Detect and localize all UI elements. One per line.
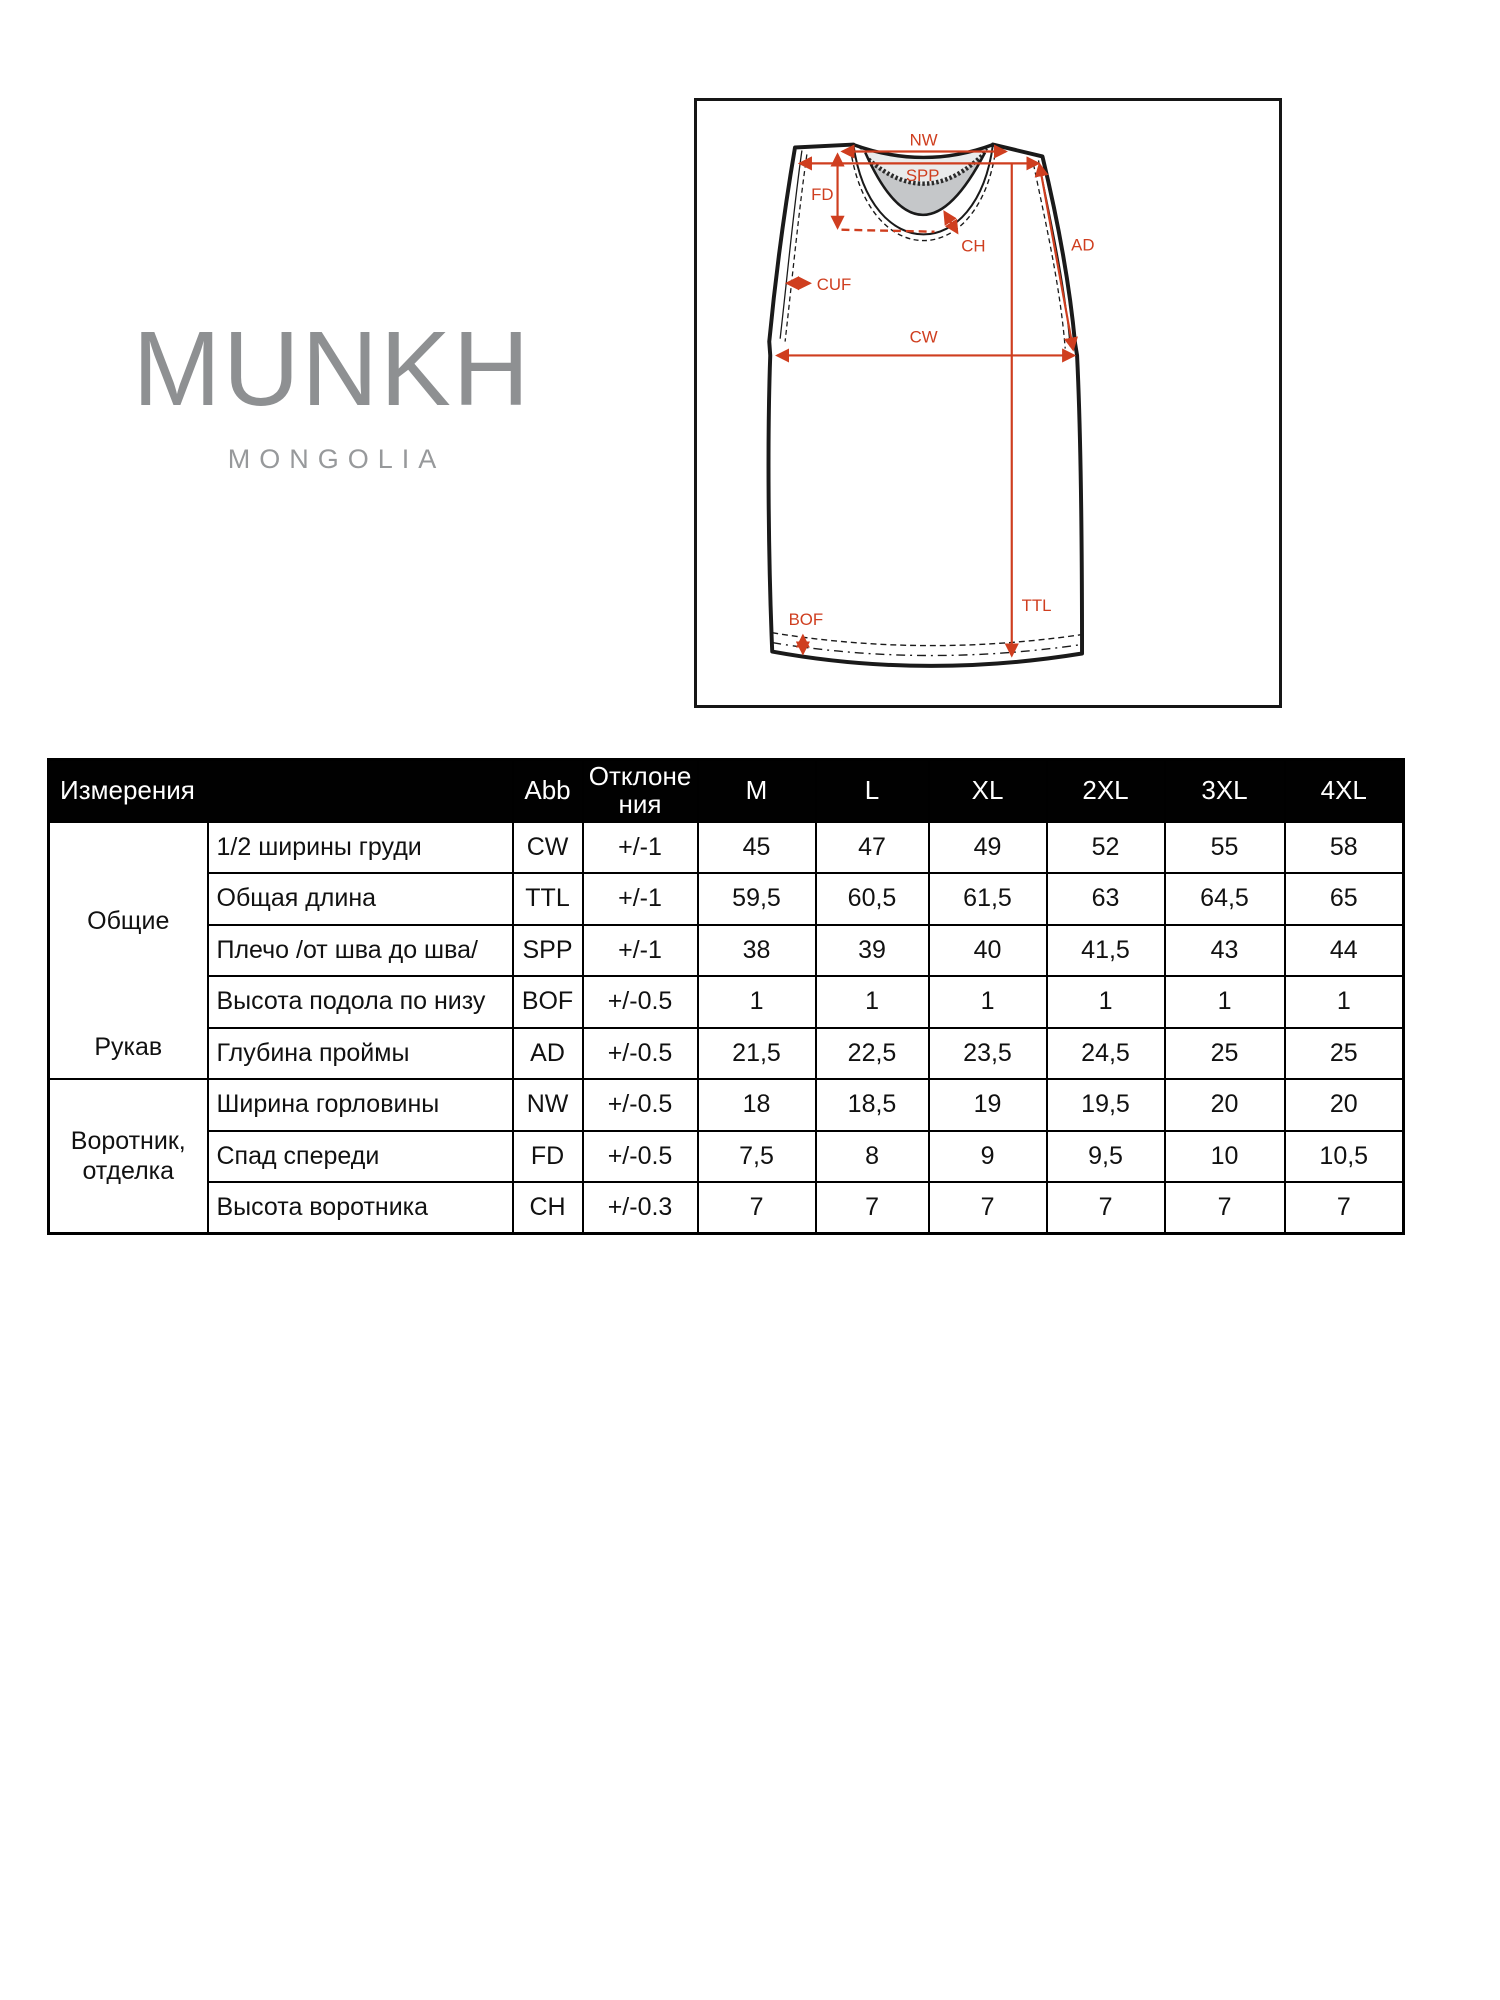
abb-cell: BOF (513, 976, 583, 1028)
ad-label: AD (1071, 235, 1095, 255)
tolerance-cell: +/-1 (583, 873, 698, 925)
size-chart-table (47, 758, 1405, 1235)
measurement-name-cell: Глубина проймы (208, 1028, 513, 1080)
size-value-cell: 59,5 (698, 873, 816, 925)
column-header-size-4xl: 4XL (1285, 760, 1404, 822)
column-header-size-xl: XL (929, 760, 1047, 822)
tolerance-cell: +/-0.5 (583, 1131, 698, 1183)
measurement-name-cell: Спад спереди (208, 1131, 513, 1183)
column-header-tolerance: Отклоне ния (583, 760, 698, 822)
size-value-cell: 7 (929, 1182, 1047, 1234)
garment-diagram-box (694, 98, 1282, 708)
size-value-cell: 7 (698, 1182, 816, 1234)
group-label-general: Общие (87, 906, 170, 935)
size-value-cell: 23,5 (929, 1028, 1047, 1080)
group-cell-general-sleeve (49, 822, 208, 1080)
size-value-cell: 18 (698, 1079, 816, 1131)
tolerance-cell: +/-0.3 (583, 1182, 698, 1234)
column-header-size-3xl: 3XL (1165, 760, 1285, 822)
size-value-cell: 25 (1285, 1028, 1404, 1080)
size-value-cell: 47 (816, 822, 929, 874)
size-value-cell: 22,5 (816, 1028, 929, 1080)
tank-top-drawing (769, 145, 1083, 666)
abb-cell: CH (513, 1182, 583, 1234)
measurement-name-cell: Высота воротника (208, 1182, 513, 1234)
size-value-cell: 65 (1285, 873, 1404, 925)
size-value-cell: 52 (1047, 822, 1165, 874)
column-header-size-2xl: 2XL (1047, 760, 1165, 822)
table-row (49, 822, 1404, 874)
group-label-collar: Воротник, отделка (70, 1127, 186, 1185)
ttl-label: TTL (1021, 595, 1052, 615)
measurement-name-cell: Плечо /от шва до шва/ (208, 925, 513, 977)
brand-name: MUNKH (132, 310, 532, 428)
size-value-cell: 1 (929, 976, 1047, 1028)
abb-cell: FD (513, 1131, 583, 1183)
size-value-cell: 41,5 (1047, 925, 1165, 977)
size-value-cell: 21,5 (698, 1028, 816, 1080)
size-value-cell: 9,5 (1047, 1131, 1165, 1183)
column-header-size-m: M (698, 760, 816, 822)
size-value-cell: 60,5 (816, 873, 929, 925)
size-value-cell: 45 (698, 822, 816, 874)
size-value-cell: 8 (816, 1131, 929, 1183)
size-value-cell: 7,5 (698, 1131, 816, 1183)
size-value-cell: 7 (1165, 1182, 1285, 1234)
table-row (49, 976, 1404, 1028)
size-value-cell: 58 (1285, 822, 1404, 874)
size-value-cell: 7 (816, 1182, 929, 1234)
size-value-cell: 1 (816, 976, 929, 1028)
table-row (49, 1079, 1404, 1131)
fd-label: FD (811, 185, 834, 205)
size-value-cell: 49 (929, 822, 1047, 874)
size-value-cell: 9 (929, 1131, 1047, 1183)
measurement-name-cell: Ширина горловины (208, 1079, 513, 1131)
tolerance-cell: +/-0.5 (583, 976, 698, 1028)
measurement-name-cell: Общая длина (208, 873, 513, 925)
column-header-measurements: Измерения (49, 760, 513, 822)
cw-label: CW (909, 327, 938, 347)
table-row (49, 1028, 1404, 1080)
tolerance-cell: +/-1 (583, 822, 698, 874)
cuf-label: CUF (816, 275, 852, 295)
abb-cell: CW (513, 822, 583, 874)
column-header-abb: Abb (513, 760, 583, 822)
size-value-cell: 55 (1165, 822, 1285, 874)
size-value-cell: 40 (929, 925, 1047, 977)
tolerance-cell: +/-0.5 (583, 1028, 698, 1080)
abb-cell: TTL (513, 873, 583, 925)
size-value-cell: 10 (1165, 1131, 1285, 1183)
size-value-cell: 39 (816, 925, 929, 977)
size-value-cell: 1 (698, 976, 816, 1028)
tolerance-cell: +/-1 (583, 925, 698, 977)
brand-subtitle: MONGOLIA (227, 444, 446, 474)
bof-label: BOF (788, 609, 824, 629)
size-value-cell: 7 (1047, 1182, 1165, 1234)
size-value-cell: 7 (1285, 1182, 1404, 1234)
size-value-cell: 38 (698, 925, 816, 977)
size-value-cell: 1 (1165, 976, 1285, 1028)
spp-label: SPP (905, 166, 940, 186)
column-header-size-l: L (816, 760, 929, 822)
table-row (49, 925, 1404, 977)
tank-top-diagram (697, 101, 1279, 705)
size-value-cell: 1 (1047, 976, 1165, 1028)
table-row (49, 1131, 1404, 1183)
size-value-cell: 24,5 (1047, 1028, 1165, 1080)
size-value-cell: 43 (1165, 925, 1285, 977)
table-row (49, 873, 1404, 925)
tolerance-cell: +/-0.5 (583, 1079, 698, 1131)
measurement-name-cell: Высота подола по низу (208, 976, 513, 1028)
ch-label: CH (961, 236, 986, 256)
size-value-cell: 61,5 (929, 873, 1047, 925)
size-value-cell: 44 (1285, 925, 1404, 977)
abb-cell: SPP (513, 925, 583, 977)
table-header-row (49, 760, 1404, 822)
size-value-cell: 1 (1285, 976, 1404, 1028)
table-row (49, 1182, 1404, 1234)
measurement-name-cell: 1/2 ширины груди (208, 822, 513, 874)
size-value-cell: 20 (1165, 1079, 1285, 1131)
group-label-sleeve: Рукав (94, 1032, 163, 1061)
abb-cell: AD (513, 1028, 583, 1080)
size-value-cell: 64,5 (1165, 873, 1285, 925)
nw-label: NW (909, 130, 938, 150)
size-value-cell: 18,5 (816, 1079, 929, 1131)
size-value-cell: 20 (1285, 1079, 1404, 1131)
group-cell-collar (49, 1079, 208, 1234)
size-value-cell: 63 (1047, 873, 1165, 925)
size-value-cell: 19 (929, 1079, 1047, 1131)
abb-cell: NW (513, 1079, 583, 1131)
brand-logo (130, 310, 534, 475)
size-value-cell: 19,5 (1047, 1079, 1165, 1131)
size-value-cell: 25 (1165, 1028, 1285, 1080)
size-value-cell: 10,5 (1285, 1131, 1404, 1183)
